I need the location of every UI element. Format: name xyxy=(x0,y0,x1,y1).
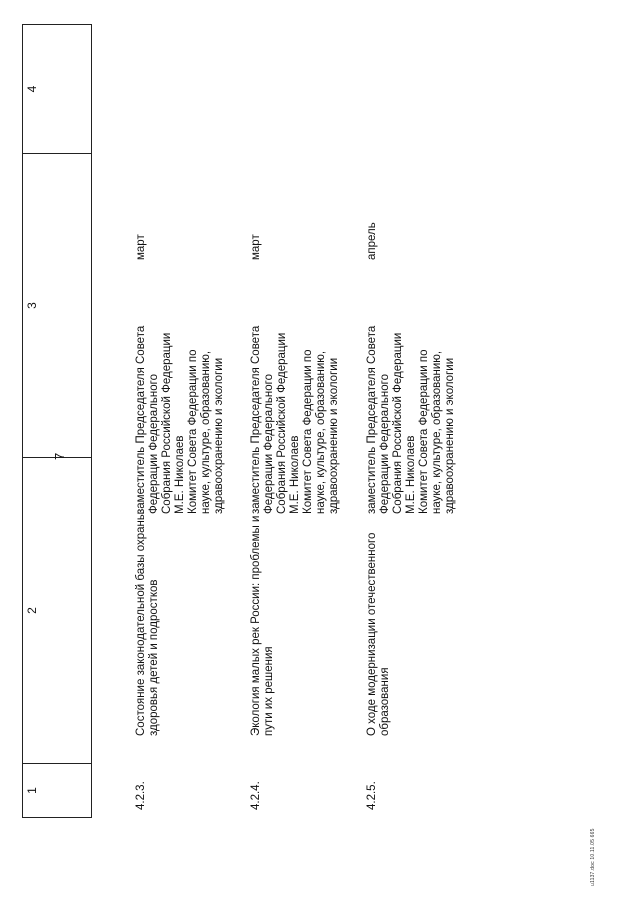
row-term: март xyxy=(250,234,262,260)
document-footer-mark: u1137.doc 10.11.05 665 xyxy=(590,828,596,886)
row-term: апрель xyxy=(366,222,378,260)
row-term: март xyxy=(135,234,147,260)
row-title: О ходе модернизации отечественного образования xyxy=(366,532,391,736)
page-number: 7 xyxy=(52,452,67,460)
table-column-header xyxy=(22,24,92,818)
row-responsible: заместитель Председателя Совета Федерации Федерального Собрания Российской Федерации М.Е. Николаев Комитет Совета Федерации по науке, культуре, образованию, здравоохранению и экологии xyxy=(135,325,225,514)
row-number: 4.2.5. xyxy=(366,781,378,810)
row-responsible: заместитель Председателя Совета Федерации Федерального Собрания Российской Федерации М.Е. Николаев Комитет Совета Федерации по науке, культуре, образованию, здравоохранению и экологии xyxy=(250,325,340,514)
row-title: Состояние законодательной базы охраны здоровья детей и подростков xyxy=(135,511,160,736)
row-number: 4.2.4. xyxy=(250,781,262,810)
column-header-4: 4 xyxy=(25,85,39,93)
row-responsible: заместитель Председателя Совета Федерации Федерального Собрания Российской Федерации М.Е. Николаев Комитет Совета Федерации по науке, культуре, образованию, здравоохранению и экологии xyxy=(366,325,456,514)
row-title: Экология малых рек России: проблемы и пути их решения xyxy=(250,515,275,736)
column-header-3: 3 xyxy=(23,153,91,457)
column-header-2: 2 xyxy=(23,457,91,763)
row-number: 4.2.3. xyxy=(135,781,147,810)
column-header-1: 1 xyxy=(23,763,91,817)
